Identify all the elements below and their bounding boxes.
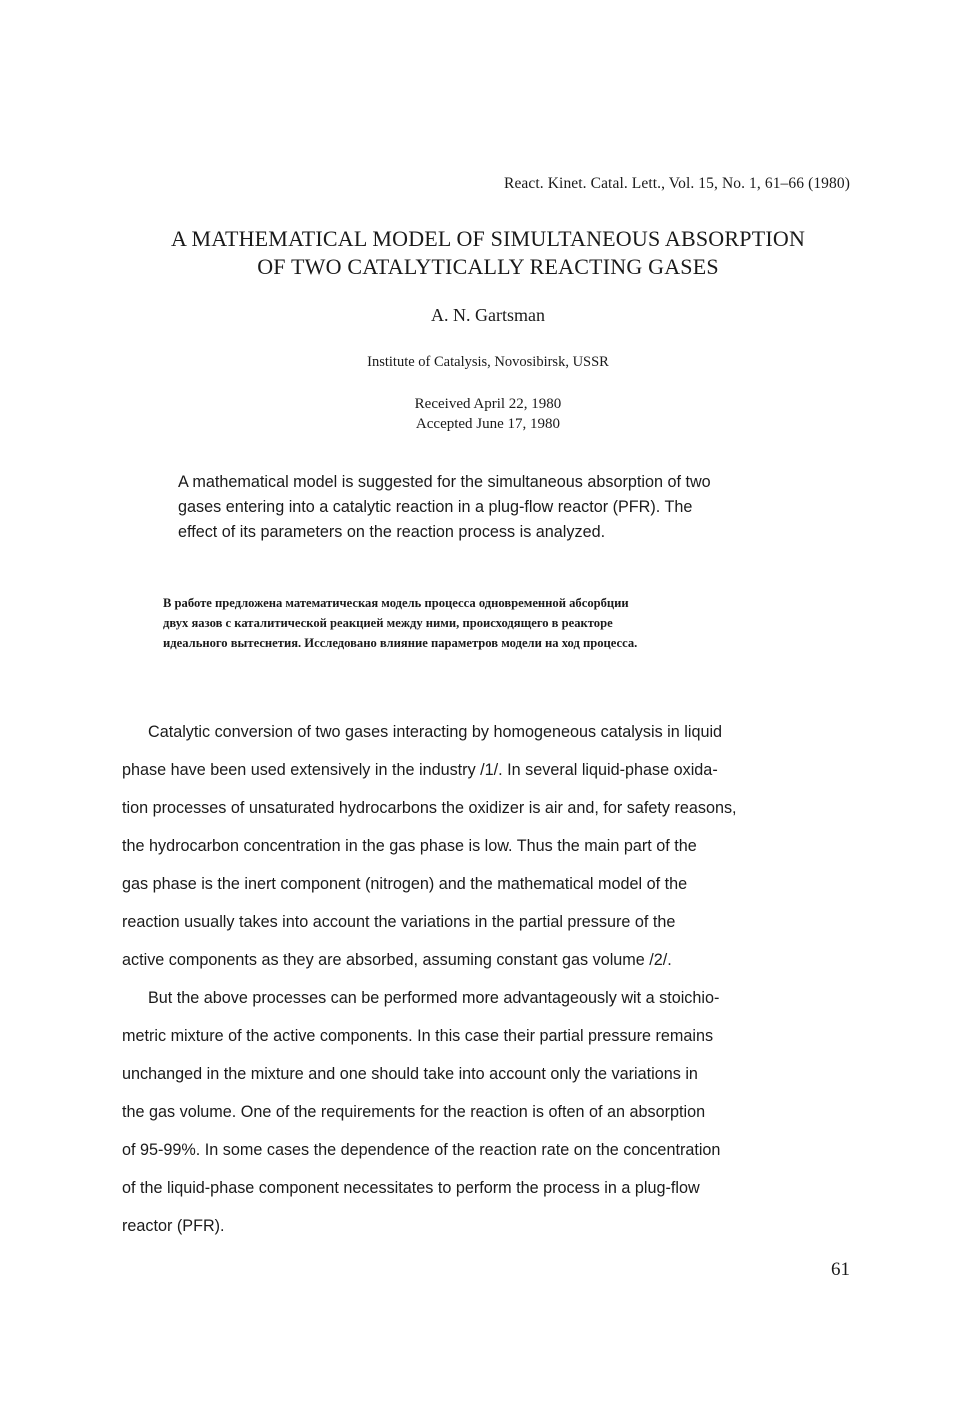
title-line: OF TWO CATALYTICALLY REACTING GASES: [257, 254, 719, 279]
submission-dates: [0, 394, 976, 434]
abstract-line: effect of its parameters on the reaction process is analyzed.: [178, 523, 606, 541]
body-line: metric mixture of the active components. In this case their partial pressure remains: [122, 1027, 714, 1045]
abstract-russian: [163, 593, 843, 653]
body-line: the hydrocarbon concentration in the gas phase is low. Thus the main part of the: [122, 837, 697, 855]
abstract-line: A mathematical model is suggested for the simultaneous absorption of two: [178, 473, 711, 491]
author-name: A. N. Gartsman: [431, 305, 545, 325]
paper-title: [0, 225, 976, 281]
abstract-line: gases entering into a catalytic reaction in a plug-flow reactor (PFR). The: [178, 498, 693, 516]
abstract-english: [178, 470, 838, 545]
body-line: unchanged in the mixture and one should take into account only the variations in: [122, 1065, 698, 1083]
accepted-date: Accepted June 17, 1980: [415, 416, 561, 432]
abstract-russian-line: В работе предложена математическая модель процесса одновременной абсорбции: [163, 596, 629, 610]
body-line: of the liquid-phase component necessitates to perform the process in a plug-flow: [122, 1179, 700, 1197]
received-date: Received April 22, 1980: [414, 396, 562, 412]
body-line: gas phase is the inert component (nitrogen) and the mathematical model of the: [122, 875, 688, 893]
body-line: phase have been used extensively in the industry /1/. In several liquid-phase oxida-: [122, 761, 718, 779]
body-line: the gas volume. One of the requirements for the reaction is often of an absorption: [122, 1103, 706, 1121]
body-line: reactor (PFR).: [122, 1217, 225, 1235]
journal-citation: React. Kinet. Catal. Lett., Vol. 15, No. 1, 61–66 (1980): [504, 175, 850, 192]
body-line: Catalytic conversion of two gases interacting by homogeneous catalysis in liquid: [148, 723, 723, 741]
page-number: 61: [831, 1259, 850, 1280]
body-line: tion processes of unsaturated hydrocarbons the oxidizer is air and, for safety reasons,: [122, 799, 737, 817]
title-line: A MATHEMATICAL MODEL OF SIMULTANEOUS ABSORPTION: [170, 226, 806, 251]
abstract-russian-line: двух яазов с каталитической реакцией между ними, происходящего в реакторе: [163, 616, 613, 630]
body-line: of 95-99%. In some cases the dependence of the reaction rate on the concentration: [122, 1141, 721, 1159]
body-line: But the above processes can be performed more advantageously wit a stoichio-: [148, 989, 720, 1007]
body-text: [122, 713, 862, 1245]
abstract-russian-line: идеального вытеснетия. Исследовано влияние параметров модели на ход процесса.: [163, 636, 638, 650]
author-affiliation: Institute of Catalysis, Novosibirsk, USSR: [367, 354, 609, 370]
body-line: active components as they are absorbed, assuming constant gas volume /2/.: [122, 951, 672, 969]
body-line: reaction usually takes into account the variations in the partial pressure of the: [122, 913, 676, 931]
